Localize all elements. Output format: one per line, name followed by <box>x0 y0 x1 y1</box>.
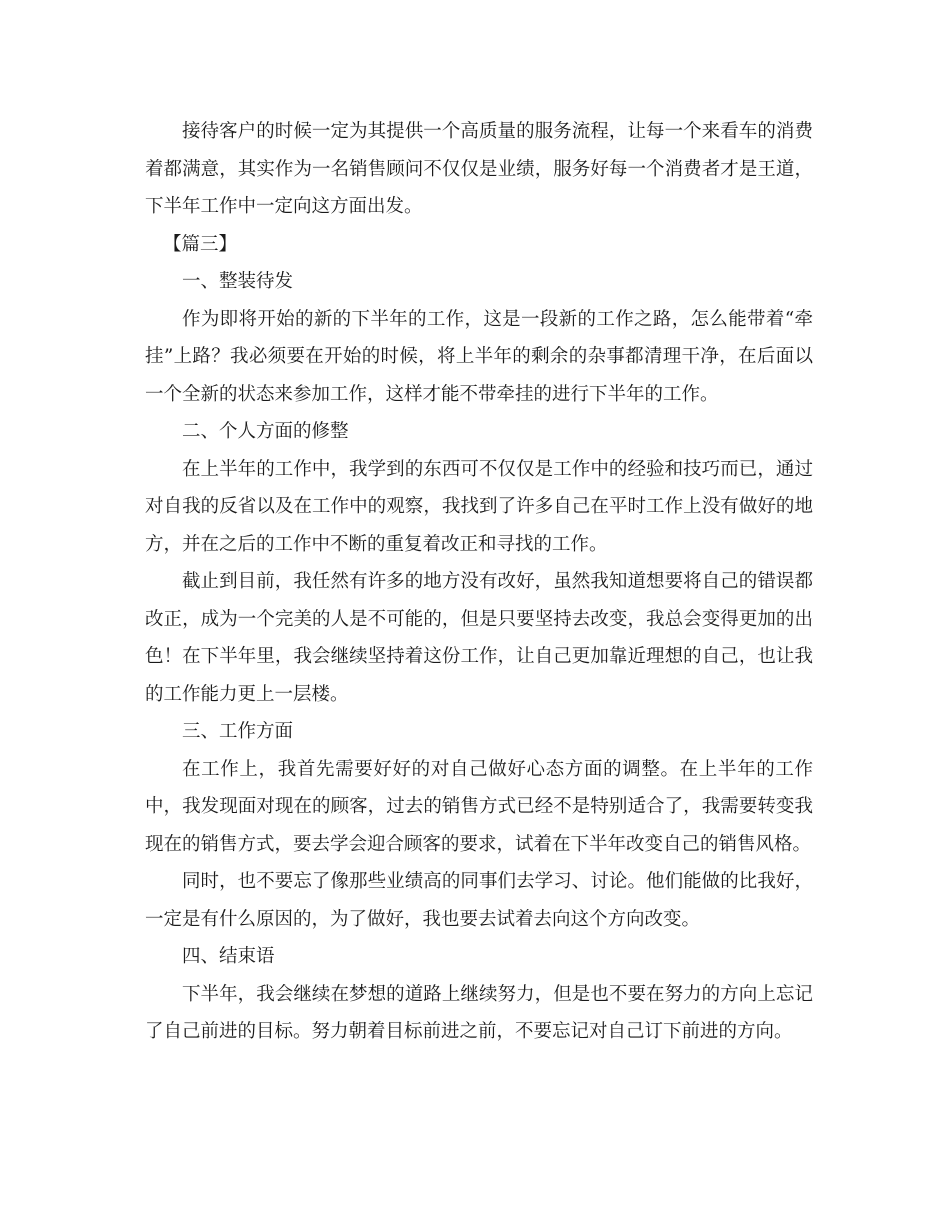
section-heading-1: 一、整装待发 <box>182 271 294 292</box>
section-4-paragraph-1: 下半年，我会继续在梦想的道路上继续努力，但是也不要在努力的方向上忘记了自己前进的目标。努力朝着目标前进之前，不要忘记对自己订下前进的方向。 <box>145 983 813 1042</box>
section-2-paragraph-2: 截止到目前，我任然有许多的地方没有改好，虽然我知道想要将自己的错误都改正，成为一个完美的人是不可能的，但是只要坚持去改变，我总会变得更加的出色！在下半年里，我会继续坚持着这份工作，让自己更加靠近理想的自己，也让我的工作能力更上一层楼。 <box>145 571 813 705</box>
document-page <box>145 113 813 1051</box>
section-3-paragraph-2: 同时，也不要忘了像那些业绩高的同事们去学习、讨论。他们能做的比我好，一定是有什么原因的，为了做好，我也要去试着去向这个方向改变。 <box>145 871 813 930</box>
section-heading-4: 四、结束语 <box>182 946 275 967</box>
section-mark: 【篇三】 <box>163 233 238 255</box>
section-1-paragraph-1: 作为即将开始的新的下半年的工作，这是一段新的工作之路，怎么能带着“牵挂”上路？我必须要在开始的时候，将上半年的剩余的杂事都清理干净，在后面以一个全新的状态来参加工作，这样才能不带牵挂的进行下半年的工作。 <box>145 308 813 405</box>
section-2-paragraph-1: 在上半年的工作中，我学到的东西可不仅仅是工作中的经验和技巧而已，通过对自我的反省以及在工作中的观察，我找到了许多自己在平时工作上没有做好的地方，并在之后的工作中不断的重复着改正和寻找的工作。 <box>145 458 813 555</box>
section-3-paragraph-1: 在工作上，我首先需要好好的对自己做好心态方面的调整。在上半年的工作中，我发现面对现在的顾客，过去的销售方式已经不是特别适合了，我需要转变我现在的销售方式，要去学会迎合顾客的要求，试着在下半年改变自己的销售风格。 <box>145 758 813 855</box>
section-heading-2: 二、个人方面的修整 <box>182 421 349 442</box>
intro-paragraph: 接待客户的时候一定为其提供一个高质量的服务流程，让每一个来看车的消费着都满意，其实作为一名销售顾问不仅仅是业绩，服务好每一个消费者才是王道，下半年工作中一定向这方面出发。 <box>145 121 813 217</box>
section-heading-3: 三、工作方面 <box>182 721 294 742</box>
